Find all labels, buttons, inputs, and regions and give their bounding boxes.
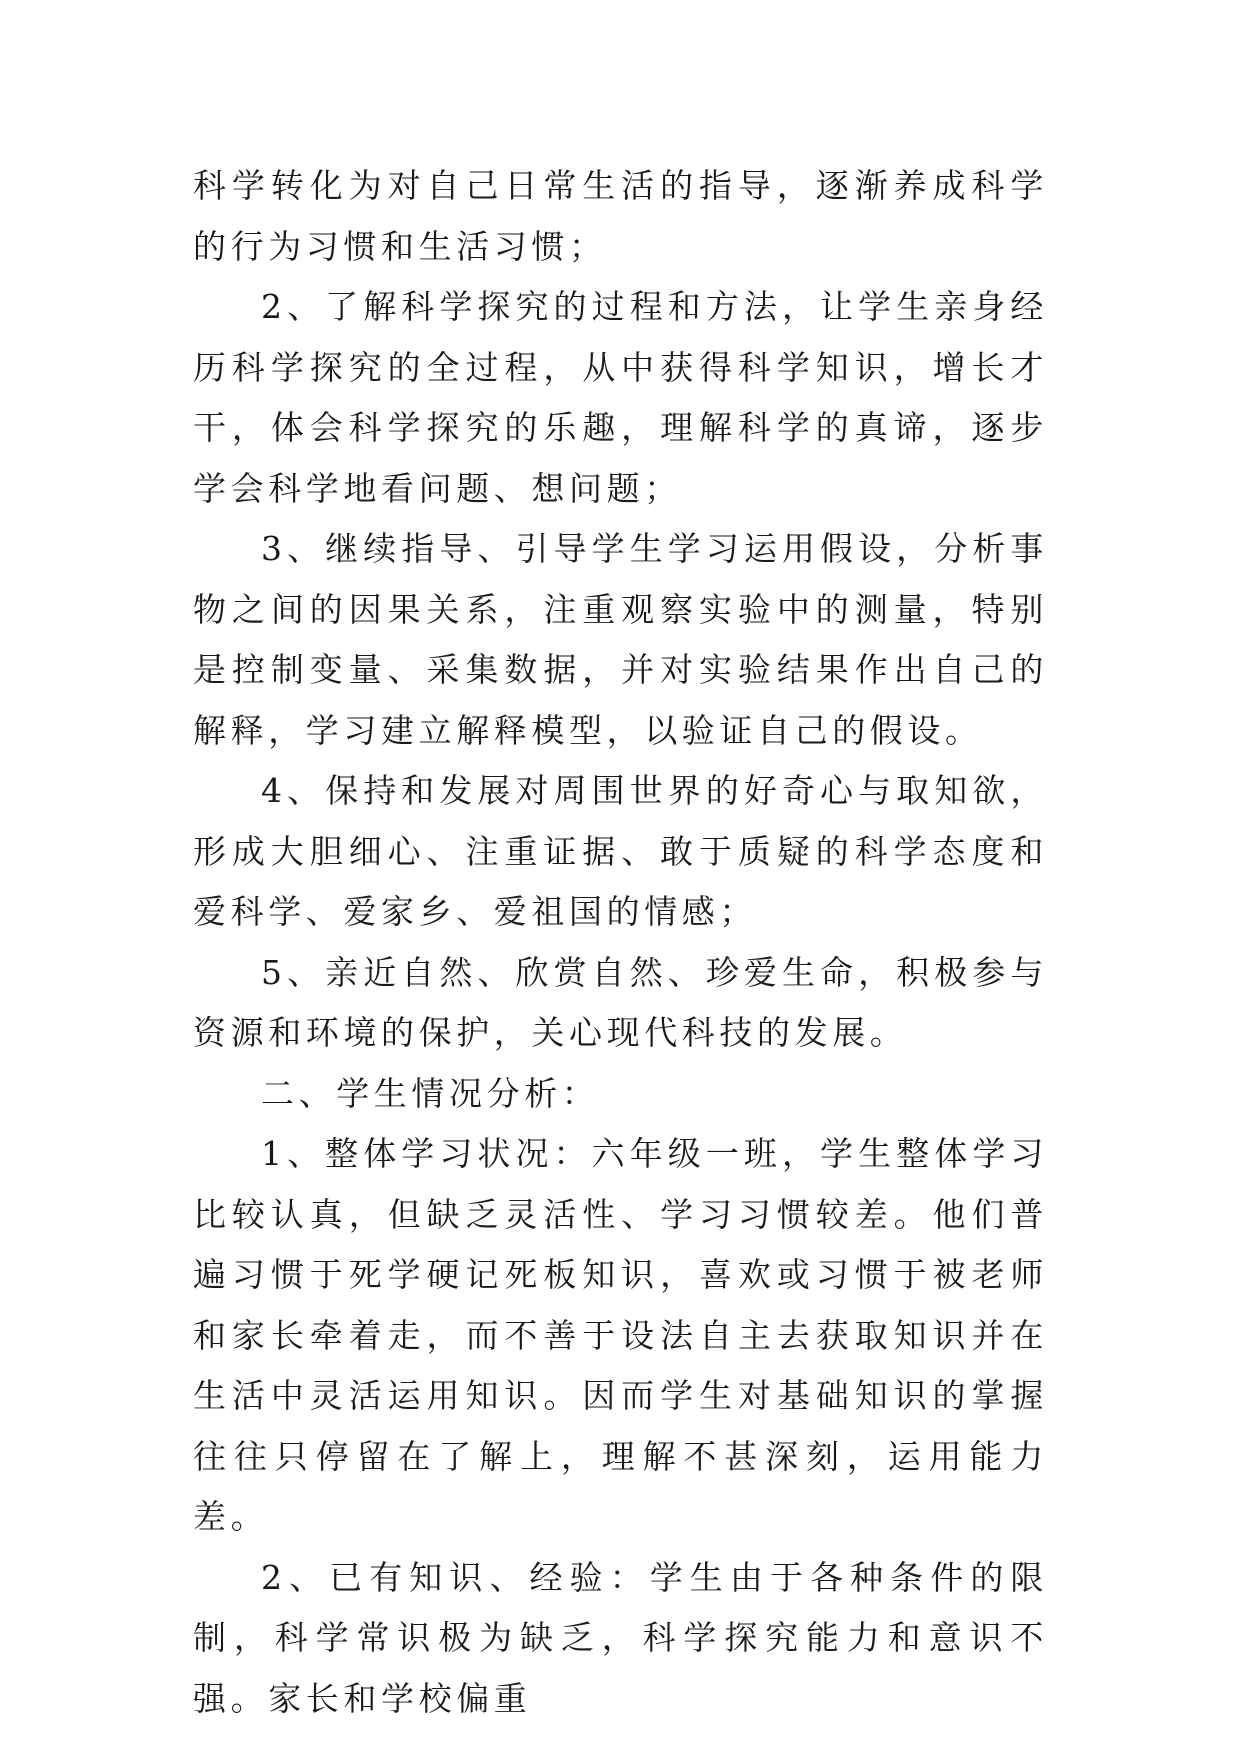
- document-body: [193, 156, 1048, 1729]
- paragraph-analysis-1: 1、整体学习状况：六年级一班，学生整体学习比较认真，但缺乏灵活性、学习习惯较差。他们普遍习惯于死学硬记死板知识，喜欢或习惯于被老师和家长牵着走，而不善于设法自主去获取知识并在生活中灵活运用知识。因而学生对基础知识的掌握往往只停留在了解上，理解不甚深刻，运用能力差。: [193, 1134, 1048, 1536]
- paragraph-item-2: 2、了解科学探究的过程和方法，让学生亲身经历科学探究的全过程，从中获得科学知识，增长才干，体会科学探究的乐趣，理解科学的真谛，逐步学会科学地看问题、想问题；: [193, 287, 1048, 508]
- paragraph-continuation: 科学转化为对自己日常生活的指导，逐渐养成科学的行为习惯和生活习惯；: [193, 166, 1048, 266]
- section-heading: 二、学生情况分析：: [261, 1073, 600, 1113]
- paragraph-analysis-2: 2、已有知识、经验：学生由于各种条件的限制，科学常识极为缺乏，科学探究能力和意识不强。家长和学校偏重: [193, 1557, 1048, 1718]
- paragraph-item-3: 3、继续指导、引导学生学习运用假设，分析事物之间的因果关系，注重观察实验中的测量，特别是控制变量、采集数据，并对实验结果作出自己的解释，学习建立解释模型，以验证自己的假设。: [193, 529, 1048, 750]
- paragraph-item-4: 4、保持和发展对周围世界的好奇心与取知欲，形成大胆细心、注重证据、敢于质疑的科学态度和爱科学、爱家乡、爱祖国的情感；: [193, 771, 1048, 931]
- paragraph-item-5: 5、亲近自然、欣赏自然、珍爱生命，积极参与资源和环境的保护，关心现代科技的发展。: [193, 952, 1048, 1052]
